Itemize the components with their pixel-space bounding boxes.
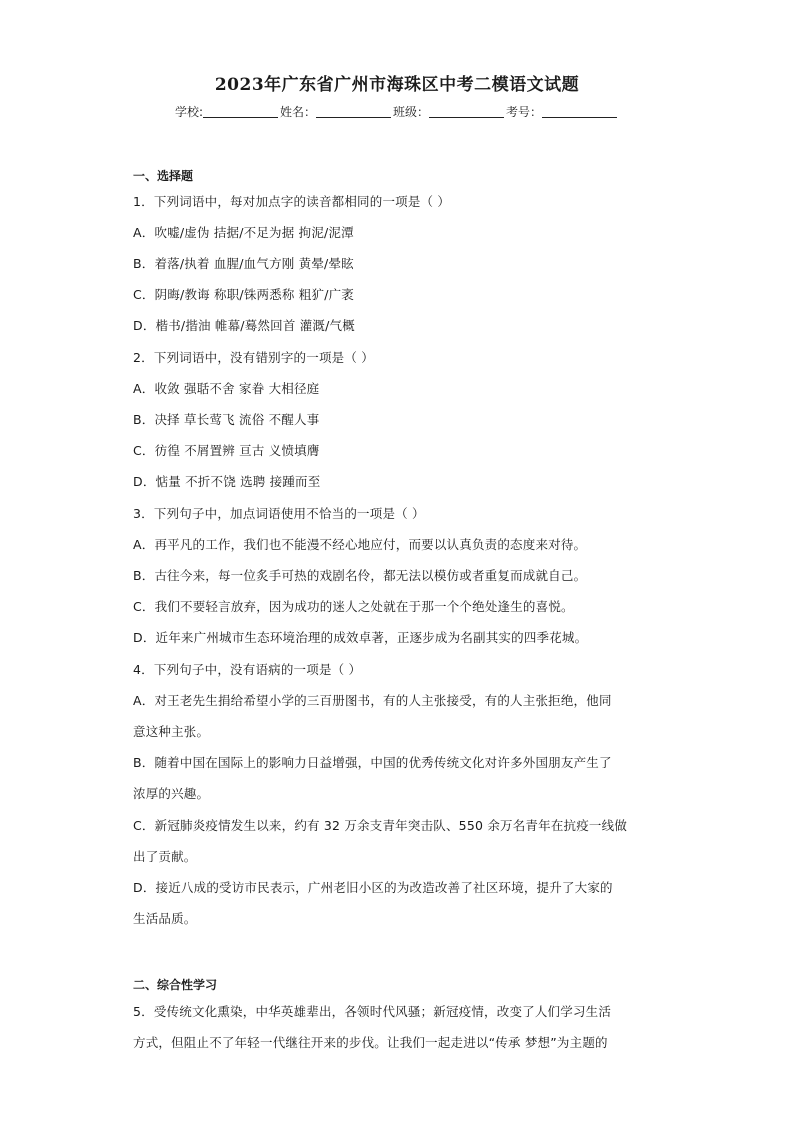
question-4-option-c-line-2: 出了贡献。: [133, 849, 197, 864]
exam-number-field: [506, 103, 619, 120]
class-blank[interactable]: [429, 105, 504, 118]
question-4-option-a-line-1: A．对王老先生捐给希望小学的三百册图书，有的人主张接受，有的人主张拒绝，他同: [133, 693, 612, 708]
question-3-option-c: C．我们不要轻言放弃，因为成功的迷人之处就在于那一个个绝处逢生的喜悦。: [133, 599, 574, 614]
question-4-option-b-line-1: B．随着中国在国际上的影响力日益增强，中国的优秀传统文化对许多外国朋友产生了: [133, 755, 612, 770]
question-4-option-b-line-2: 浓厚的兴趣。: [133, 786, 210, 801]
name-label: 姓名：: [280, 105, 317, 119]
question-3-option-b: B．古往今来，每一位炙手可热的戏剧名伶，都无法以模仿或者重复而成就自己。: [133, 568, 587, 583]
question-3-option-d: D．近年来广州城市生态环境治理的成效卓著，正逐步成为名副其实的四季花城。: [133, 630, 588, 645]
question-1-option-d: D．楷书/揩油 帷幕/蓦然回首 灌溉/气概: [133, 318, 355, 333]
school-blank[interactable]: [203, 105, 278, 118]
question-2-option-c: C．彷徨 不屑置辨 亘古 义愤填膺: [133, 443, 320, 458]
class-label: 班级：: [393, 105, 430, 119]
name-field: [280, 103, 393, 120]
question-2-option-b: B．决择 草长莺飞 流俗 不醒人事: [133, 412, 320, 427]
exam-number-label: 考号：: [506, 105, 543, 119]
question-4-option-d-line-1: D．接近八成的受访市民表示，广州老旧小区的为改造改善了社区环境，提升了大家的: [133, 880, 613, 895]
question-1-option-c: C．阴晦/教诲 称职/铢两悉称 粗犷/广袤: [133, 287, 355, 302]
question-5-line-2: 方式，但阻止不了年轻一代继往开来的步伐。让我们一起走进以“传承 梦想”为主题的: [133, 1035, 608, 1050]
school-field: [175, 103, 280, 120]
question-2-option-d: D．惦量 不折不饶 选聘 接踵而至: [133, 474, 321, 489]
question-1-option-a: A．吹嘘/虚伪 拮据/不足为据 拘泥/泥潭: [133, 225, 354, 240]
student-info-row: [0, 103, 794, 120]
exam-title: 2023年广东省广州市海珠区中考二模语文试题: [214, 75, 580, 95]
school-label: 学校:: [174, 105, 203, 119]
section-heading-comprehensive: 二、综合性学习: [133, 978, 218, 992]
name-blank[interactable]: [316, 105, 391, 118]
question-4-option-a-line-2: 意这种主张。: [133, 724, 210, 739]
question-2-stem: 2．下列词语中，没有错别字的一项是（ ）: [133, 350, 374, 365]
question-3-stem: 3．下列句子中，加点词语使用不恰当的一项是（ ）: [133, 506, 425, 521]
question-4-option-d-line-2: 生活品质。: [133, 911, 197, 926]
question-4-stem: 4．下列句子中，没有语病的一项是（ ）: [133, 662, 362, 677]
question-4-option-c-line-1: C．新冠肺炎疫情发生以来，约有 32 万余支青年突击队、550 余万名青年在抗疫一线做: [133, 818, 628, 833]
class-field: [393, 103, 506, 120]
exam-number-blank[interactable]: [542, 105, 617, 118]
question-1-stem: 1．下列词语中，每对加点字的读音都相同的一项是（ ）: [133, 194, 451, 209]
question-3-option-a: A．再平凡的工作，我们也不能漫不经心地应付，而要以认真负责的态度来对待。: [133, 537, 587, 552]
section-heading-choice: 一、选择题: [133, 169, 194, 183]
question-5-line-1: 5．受传统文化熏染，中华英雄辈出，各领时代风骚；新冠疫情，改变了人们学习生活: [133, 1004, 612, 1019]
question-2-option-a: A．收敛 强聒不舍 家眷 大相径庭: [133, 381, 320, 396]
question-1-option-b: B．着落/执着 血腥/血气方刚 黄晕/晕眩: [133, 256, 354, 271]
